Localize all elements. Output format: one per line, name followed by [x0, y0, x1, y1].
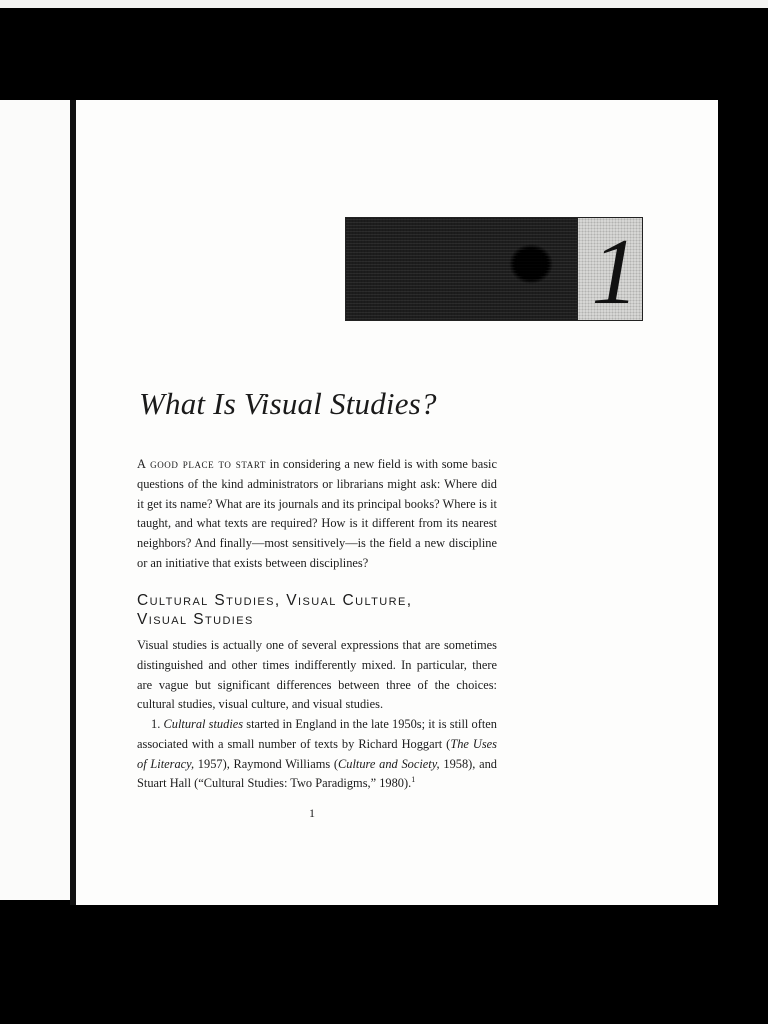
section-heading-line-2: Visual Studies	[137, 611, 254, 628]
eye-photo-image	[346, 218, 577, 321]
chapter-banner	[345, 217, 643, 321]
section-paragraph-1: Visual studies is actually one of several expressions that are sometimes distinguished and other times indifferently mixed. In particular, there are vague but significant differences between three of the choices: cultural studies, visual culture, and visual studies.	[137, 638, 497, 712]
footnote-marker[interactable]: 1	[411, 775, 416, 785]
book-title-uses-of-literacy: The Uses of Literacy,	[137, 736, 497, 771]
intro-paragraph	[137, 455, 497, 574]
intro-lead-in: A good place to start	[137, 457, 267, 471]
paragraph-text-part-2: 1957), Raymond Williams (	[194, 756, 339, 771]
section-paragraph-2	[137, 715, 497, 794]
term-cultural-studies: Cultural studies	[163, 717, 244, 731]
section-heading-line-1: Cultural Studies, Visual Culture,	[137, 592, 413, 609]
page-number: 1	[309, 806, 315, 820]
section-heading	[137, 591, 497, 629]
list-number: 1.	[151, 717, 164, 731]
paragraph-text-part-1: started in England in the late 1950s; it is still often associated with a small number of texts by Richard Hoggart (	[137, 717, 497, 751]
scan-top-margin	[0, 0, 768, 8]
paragraph-text-part-3: 1958), and Stuart Hall (“Cultural Studies: Two Paradigms,” 1980).	[137, 756, 498, 791]
chapter-title: What Is Visual Studies?	[139, 386, 437, 421]
book-page	[76, 100, 718, 905]
book-title-culture-and-society: Culture and Society,	[338, 756, 440, 771]
chapter-number: 1	[591, 220, 639, 321]
chapter-number-box	[577, 218, 643, 321]
intro-text: in considering a new field is with some basic questions of the kind administrators or librarians might ask: Where did it get its name? What are its journals and its principal books? Where is it taught, and what texts are required? How is it different from its nearest neighbors? And finally—most sensitively—is the field a new discipline or an initiative that exists between disciplines?	[137, 457, 497, 570]
scan-left-margin	[0, 100, 70, 900]
